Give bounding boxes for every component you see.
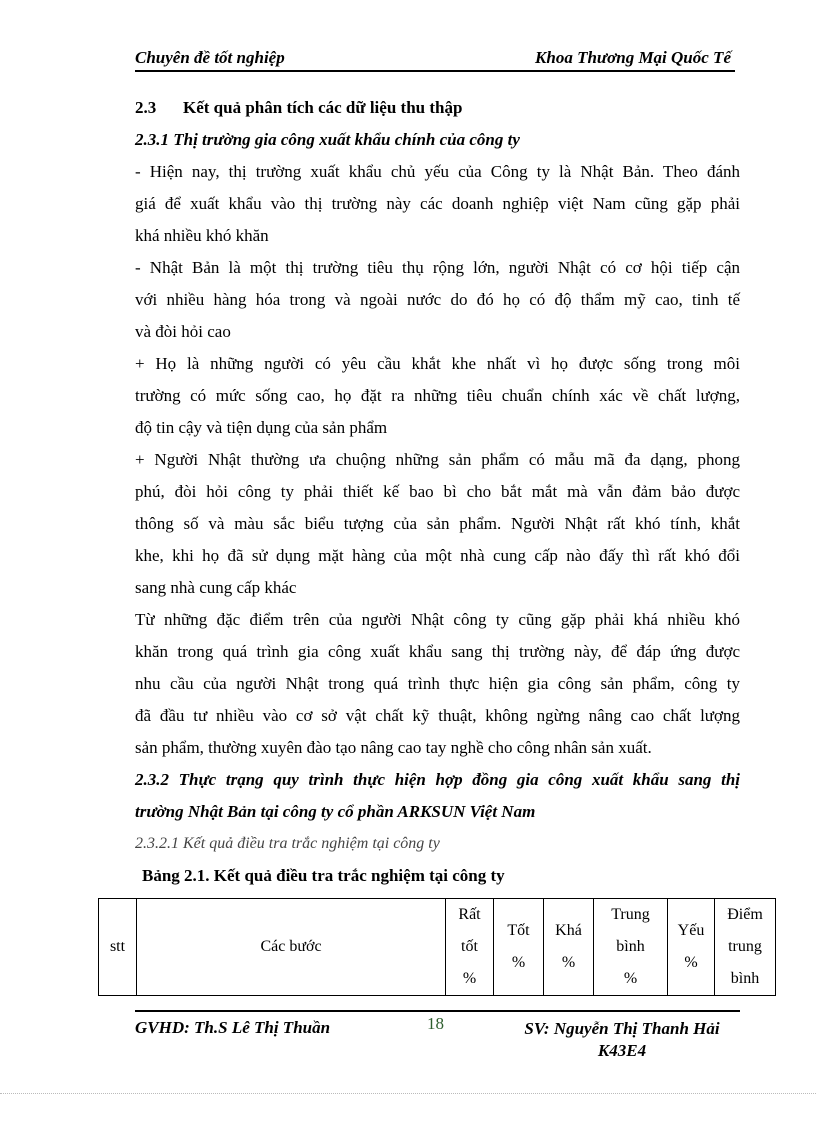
subsubsection-heading: 2.3.2.1 Kết quả điều tra trắc nghiệm tại công ty: [135, 835, 440, 852]
paragraph-line: khăn trong quá trình gia công xuất khẩu sang thị trường này, để đáp ứng được: [135, 642, 740, 661]
footer-student: [507, 1018, 737, 1062]
header-right: Khoa Thương Mại Quốc Tế: [535, 48, 731, 67]
paragraph-line: độ tin cậy và tiện dụng của sản phẩm: [135, 418, 388, 437]
header-steps: Các bước: [137, 899, 446, 996]
footer-advisor: GVHD: Th.S Lê Thị Thuần: [135, 1018, 331, 1037]
page-boundary-line: [0, 1093, 816, 1094]
paragraph-line: đã đầu tư nhiều vào cơ sở vật chất kỹ thuật, không ngừng nâng cao chất lượng: [135, 706, 740, 725]
section-heading: [135, 92, 740, 124]
paragraph-line: Từ những đặc điểm trên của người Nhật công ty cũng gặp phải khá nhiều khó: [135, 610, 740, 629]
paragraph-line: nhu cầu của người Nhật trong quá trình thực hiện gia công sản phẩm, công ty: [135, 674, 740, 693]
subsection-heading-2-line-1: 2.3.2 Thực trạng quy trình thực hiện hợp đồng gia công xuất khẩu sang thị: [135, 770, 740, 789]
paragraph-line: và đòi hỏi cao: [135, 322, 231, 341]
header-very-good: Rất tốt %: [446, 899, 494, 996]
header-weak: Yếu %: [668, 899, 715, 996]
paragraph-line: sang nhà cung cấp khác: [135, 578, 297, 597]
paragraph-line: - Hiện nay, thị trường xuất khẩu chủ yếu của Công ty là Nhật Bản. Theo đánh: [135, 162, 740, 181]
page-number: 18: [427, 1014, 444, 1033]
page-header: [135, 46, 735, 72]
paragraph-line: phú, đòi hỏi công ty phải thiết kế bao bì cho bắt mắt mà vẫn đảm bảo được: [135, 482, 740, 501]
footer-student-name: SV: Nguyễn Thị Thanh Hải: [524, 1019, 720, 1038]
section-title: Kết quả phân tích các dữ liệu thu thập: [183, 98, 463, 117]
subsection-heading-1: 2.3.1 Thị trường gia công xuất khẩu chính của công ty: [135, 130, 520, 149]
paragraph-line: thông số và màu sắc biểu tượng của sản phẩm. Người Nhật rất khó tính, khắt: [135, 514, 740, 533]
paragraph-line: + Họ là những người có yêu cầu khắt khe nhất vì họ được sống trong môi: [135, 354, 740, 373]
results-table: [98, 898, 776, 996]
table-header-row: [99, 899, 776, 996]
header-left: Chuyên đề tốt nghiệp: [135, 48, 285, 67]
header-fair: Khá %: [544, 899, 594, 996]
paragraph-line: khe, khi họ đã sử dụng mặt hàng của một nhà cung cấp nào đấy thì rất khó đổi: [135, 546, 740, 565]
paragraph-line: giá để xuất khẩu vào thị trường này các doanh nghiệp việt Nam cũng gặp phải: [135, 194, 740, 213]
section-number: 2.3: [135, 98, 157, 117]
paragraph-line: + Người Nhật thường ưa chuộng những sản phẩm có mẫu mã đa dạng, phong: [135, 450, 740, 469]
paragraph-line: khá nhiều khó khăn: [135, 226, 269, 245]
table-caption: Bảng 2.1. Kết quả điều tra trắc nghiệm tại công ty: [142, 866, 505, 885]
header-stt: stt: [99, 899, 137, 996]
paragraph-line: sản phẩm, thường xuyên đào tạo nâng cao tay nghề cho công nhân sản xuất.: [135, 738, 652, 757]
header-good: Tốt %: [494, 899, 544, 996]
header-avg-score: Điểm trung bình: [715, 899, 776, 996]
header-average: Trung bình %: [594, 899, 668, 996]
subsection-heading-2-line-2: trường Nhật Bản tại công ty cổ phần ARKSUN Việt Nam: [135, 802, 536, 821]
paragraph-line: - Nhật Bản là một thị trường tiêu thụ rộng lớn, người Nhật có cơ hội tiếp cận: [135, 258, 740, 277]
document-body: [135, 92, 740, 892]
paragraph-line: với nhiều hàng hóa trong và ngoài nước do đó họ có độ thẩm mỹ cao, tinh tế: [135, 290, 740, 309]
footer-student-class: K43E4: [597, 1041, 647, 1060]
paragraph-line: trường có mức sống cao, họ đặt ra những tiêu chuẩn chính xác về chất lượng,: [135, 386, 740, 405]
page-footer: [135, 1010, 740, 1062]
